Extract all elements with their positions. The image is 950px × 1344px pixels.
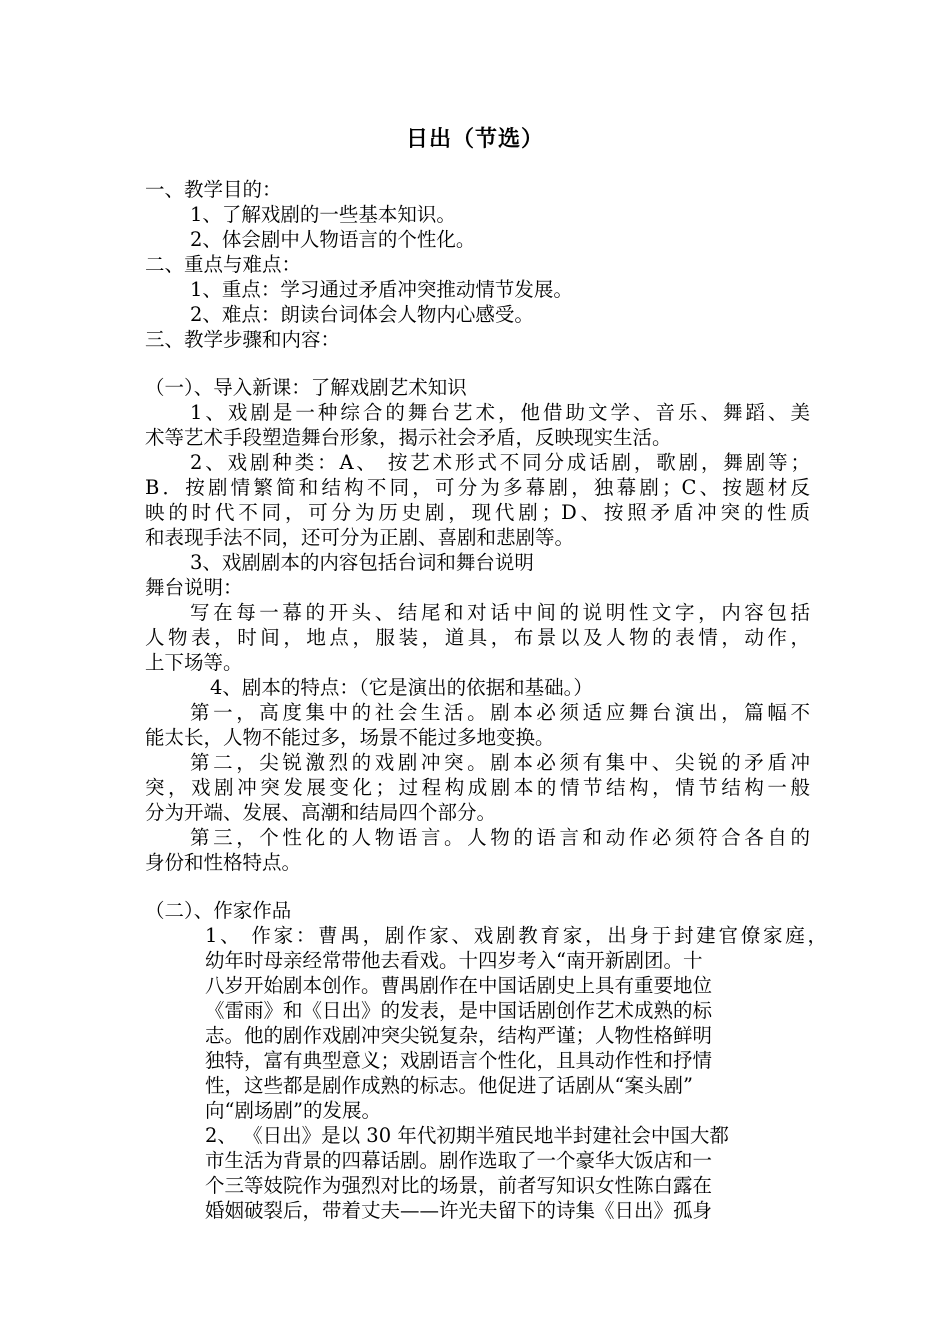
paragraph-line: 第一，高度集中的社会生活。剧本必须适应舞台演出，篇幅不 — [190, 701, 810, 724]
paragraph-line: 向“剧场剧”的发展。 — [205, 1099, 381, 1122]
paragraph-line: 八岁开始剧本创作。曹禺剧作在中国话剧史上具有重要地位 — [205, 974, 713, 997]
paragraph-line: 能太长，人物不能过多，场景不能过多地变换。 — [145, 726, 555, 749]
paragraph-line: 身份和性格特点。 — [145, 851, 302, 874]
paragraph-line: 市生活为背景的四幕话剧。剧作选取了一个豪华大饭店和一 — [205, 1149, 713, 1172]
paragraph-line: 1、戏剧是一种综合的舞台艺术，他借助文学、音乐、舞蹈、美 — [190, 401, 810, 424]
paragraph-line: 和表现手法不同，还可分为正剧、喜剧和悲剧等。 — [145, 526, 575, 549]
document-title: 日出（节选） — [405, 127, 544, 152]
paragraph-line: 突，戏剧冲突发展变化；过程构成剧本的情节结构，情节结构一般 — [145, 776, 810, 799]
paragraph-line: 1、重点：学习通过矛盾冲突推动情节发展。 — [190, 278, 573, 301]
paragraph-line: 舞台说明： — [145, 576, 243, 599]
section-heading: 三、教学步骤和内容： — [145, 328, 341, 351]
subsection-heading: （二）、作家作品 — [145, 899, 292, 922]
paragraph-line: 3、戏剧剧本的内容包括台词和舞台说明 — [190, 551, 534, 574]
paragraph-line: 2、戏剧种类：A、 按艺术形式不同分成话剧，歌剧，舞剧等； — [190, 451, 810, 474]
paragraph-line: 2、 《日出》是以 30 年代初期半殖民地半封建社会中国大都 — [205, 1124, 729, 1147]
paragraph-line: 上下场等。 — [145, 651, 243, 674]
paragraph-line: 写在每一幕的开头、结尾和对话中间的说明性文字，内容包括 — [190, 601, 810, 624]
paragraph-line: 1、了解戏剧的一些基本知识。 — [190, 203, 456, 226]
paragraph-line: 术等艺术手段塑造舞台形象，揭示社会矛盾，反映现实生活。 — [145, 426, 672, 449]
paragraph-line: 第二，尖锐激烈的戏剧冲突。剧本必须有集中、尖锐的矛盾冲 — [190, 751, 810, 774]
paragraph-line: 2、体会剧中人物语言的个性化。 — [190, 228, 476, 251]
paragraph-line: 分为开端、发展、高潮和结局四个部分。 — [145, 801, 497, 824]
paragraph-line: 1、 作家：曹禺，剧作家、戏剧教育家，出身于封建官僚家庭， — [205, 924, 827, 947]
paragraph-line: 性，这些都是剧作成熟的标志。他促进了话剧从“案头剧” — [205, 1074, 693, 1097]
paragraph-line: 第三，个性化的人物语言。人物的语言和动作必须符合各自的 — [190, 826, 810, 849]
paragraph-line: 幼年时母亲经常带他去看戏。十四岁考入“南开新剧团。十 — [205, 949, 703, 972]
paragraph-line: 人物表，时间，地点，服装，道具，布景以及人物的表情，动作， — [145, 626, 810, 649]
paragraph-line: 2、难点：朗读台词体会人物内心感受。 — [190, 303, 534, 326]
paragraph-line: 志。他的剧作戏剧冲突尖锐复杂，结构严谨；人物性格鲜明 — [205, 1024, 713, 1047]
paragraph-line: 个三等妓院作为强烈对比的场景，前者写知识女性陈白露在 — [205, 1174, 713, 1197]
paragraph-line: B．按剧情繁简和结构不同，可分为多幕剧，独幕剧；C、按题材反 — [145, 476, 810, 499]
paragraph-line: 独特，富有典型意义；戏剧语言个性化，且具动作性和抒情 — [205, 1049, 713, 1072]
paragraph-line: 4、剧本的特点：（它是演出的依据和基础。） — [210, 676, 593, 699]
section-heading: 一、教学目的： — [145, 178, 282, 201]
paragraph-line: 《雷雨》和《日出》的发表，是中国话剧创作艺术成熟的标 — [205, 999, 713, 1022]
section-heading: 二、重点与难点： — [145, 253, 302, 276]
paragraph-line: 映的时代不同，可分为历史剧，现代剧；D、按照矛盾冲突的性质 — [145, 501, 810, 524]
subsection-heading: （一）、导入新课：了解戏剧艺术知识 — [145, 376, 467, 399]
paragraph-line: 婚姻破裂后，带着丈夫——许光夫留下的诗集《日出》孤身 — [205, 1199, 713, 1222]
